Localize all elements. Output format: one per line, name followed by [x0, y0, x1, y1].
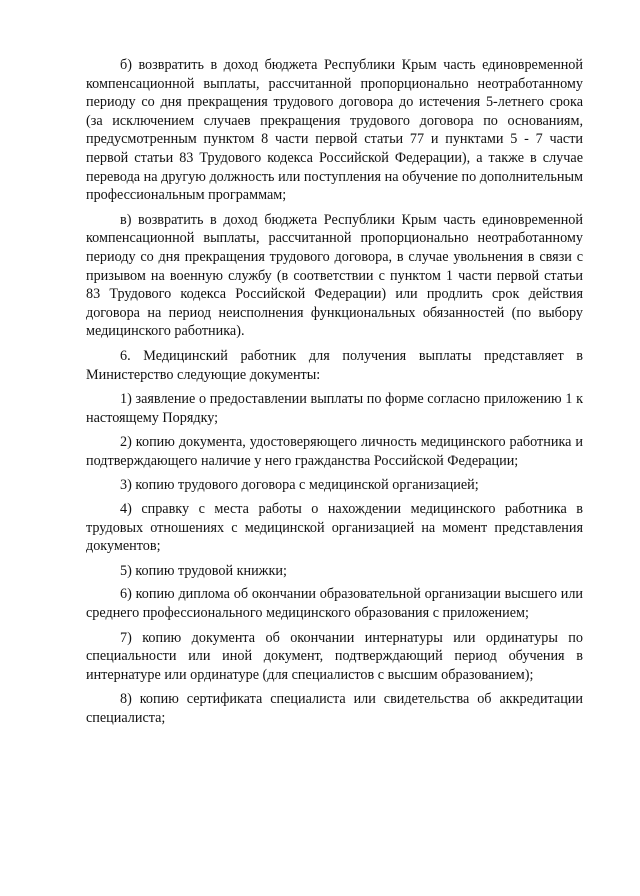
list-item-4-employment-certificate: 4) справку с места работы о нахождении медицинского работника в трудовых отношениях с медицинской организацией на момент представления документов; [86, 501, 583, 555]
list-item-6-diploma: 6) копию диплома об окончании образовательной организации высшего или среднего профессионального медицинского образования с приложением; [86, 586, 583, 622]
list-item-2-identity-document: 2) копию документа, удостоверяющего личность медицинского работника и подтверждающего наличие у него гражданства Российской Федерации; [86, 434, 583, 469]
list-item-7-internship-document: 7) копию документа об окончании интернатуры или ординатуры по специальности или иной документ, подтверждающий период обучения в интернатуре или ординатуре (для специалистов с высшим образованием); [86, 629, 583, 683]
list-item-5-work-book: 5) копию трудовой книжки; [120, 562, 287, 579]
paragraph-6-documents-list: 6. Медицинский работник для получения выплаты представляет в Министерство следующие документы: [86, 347, 583, 383]
document-body [86, 56, 583, 734]
paragraph-v-return-or-extend: в) возвратить в доход бюджета Республики Крым часть единовременной компенсационной выплаты, рассчитанной пропорционально неотработанному периоду со дня прекращения трудового договора, в случае увольнения в связи с призывом на военную службу (в соответствии с пунктом 1 части первой статьи 83 Трудового кодекса Российской Федерации) или продлить срок действия договора на период неисполнения функциональных обязанностей (по выбору медицинского работника). [86, 211, 583, 340]
list-item-1-application: 1) заявление о предоставлении выплаты по форме согласно приложению 1 к настоящему Порядку; [86, 391, 583, 426]
list-item-8-certificate: 8) копию сертификата специалиста или свидетельства об аккредитации специалиста; [86, 691, 583, 726]
list-item-3-employment-contract: 3) копию трудового договора с медицинской организацией; [120, 477, 479, 494]
paragraph-b-return-payment: б) возвратить в доход бюджета Республики Крым часть единовременной компенсационной выплаты, рассчитанной пропорционально неотработанному периоду со дня прекращения трудового договора до истечения 5-летнего срока (за исключением случаев прекращения трудового договора по основаниям, предусмотренным пунктом 8 части первой статьи 77 и пунктами 5 - 7 части первой статьи 83 Трудового кодекса Российской Федерации), а также в случае перевода на другую должность или поступления на обучение по дополнительным профессиональным программам; [86, 57, 583, 204]
